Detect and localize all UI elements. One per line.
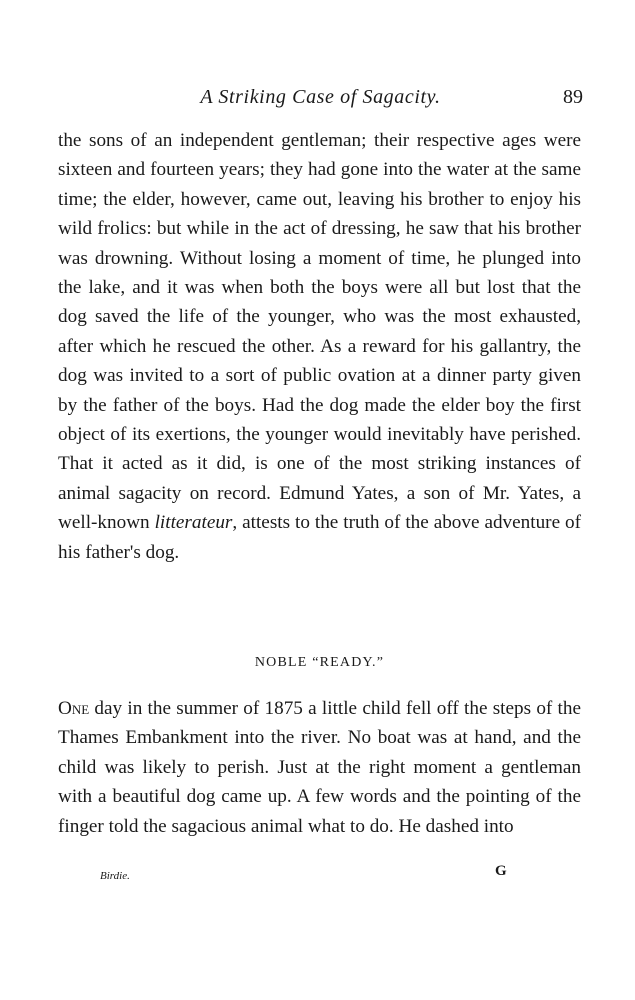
italic-word: litterateur xyxy=(154,512,233,534)
running-title: A Striking Case of Sagacity. xyxy=(200,86,441,108)
section-heading: NOBLE “READY.” xyxy=(254,655,385,670)
first-word-small-caps: One xyxy=(58,698,90,719)
signature-mark: Birdie. xyxy=(100,870,130,882)
paragraph-noble-ready xyxy=(58,694,581,841)
paragraph-continued xyxy=(58,126,581,567)
paragraph-text-end: , attests to the truth of the above adventure of his father's dog. xyxy=(58,512,582,563)
paragraph-text: the sons of an independent gentleman; their respective ages were sixteen and fourteen years; they had gone into the water at the same time; the elder, however, came out, leaving his brother to enjoy his wild frolics: but while in the act of dressing, he saw that his brother was drowning. Without losing a moment of time, he plunged into the lake, and it was when both the boys were all but lost that the dog saved the life of the younger, who was the most exhausted, after which he rescued the other. As a reward for his gallantry, the dog was invited to a sort of public ovation at a dinner party given by the father of the boys. Had the dog made the elder boy the first object of its exertions, the younger would inevitably have perished. That it acted as it did, is one of the most striking instances of animal sagacity on record. Edmund Yates, a son of Mr. Yates, a well-known xyxy=(58,130,581,534)
running-head xyxy=(58,84,583,116)
paragraph-text: day in the summer of 1875 a little child fell off the steps of the Thames Embankment into the river. No boat was at hand, and the child was likely to perish. Just at the right moment a gentleman with a beautiful dog came up. A few words and the pointing of the finger told the sagacious animal what to do. He dashed into xyxy=(58,698,581,837)
gathering-mark: G xyxy=(495,863,507,879)
page-number: 89 xyxy=(563,86,583,108)
